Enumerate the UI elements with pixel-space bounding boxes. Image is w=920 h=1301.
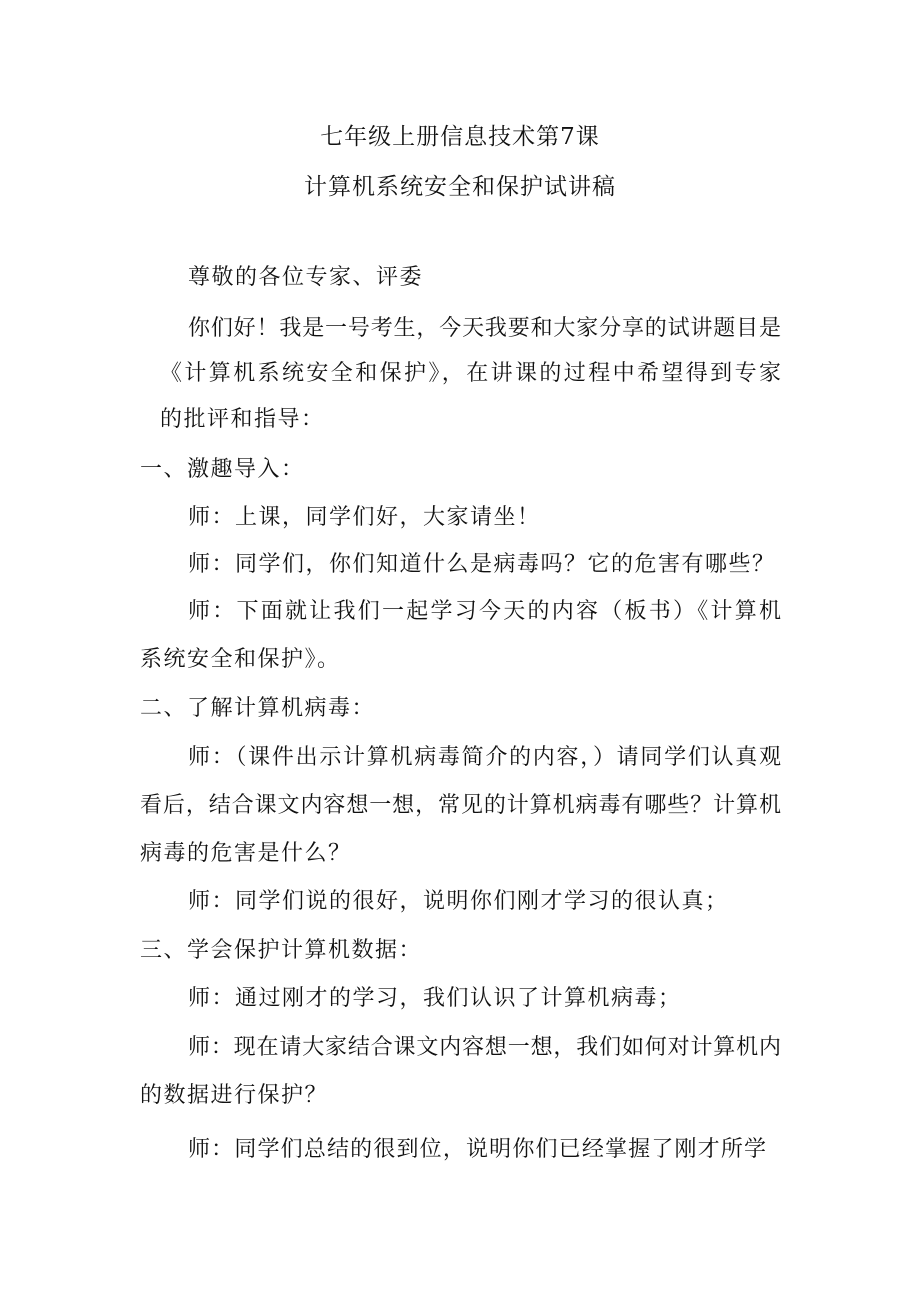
section2-paragraph-1-line-1: 师：（课件出示计算机病毒简介的内容，）请同学们认真观 <box>188 745 781 770</box>
section-heading-2: 二、了解计算机病毒： <box>140 696 376 721</box>
section3-paragraph-2-line-2: 的数据进行保护？ <box>140 1083 329 1108</box>
intro-line-2: 《计算机系统安全和保护》，在讲课的过程中希望得到专家 <box>160 361 781 386</box>
section3-paragraph-3: 师：同学们总结的很到位，说明你们已经掌握了刚才所学 <box>188 1137 766 1162</box>
section1-paragraph-3-line-2: 系统安全和保护》。 <box>140 647 341 672</box>
section3-paragraph-1: 师：通过刚才的学习，我们认识了计算机病毒； <box>188 986 682 1011</box>
document-title-line1: 七年级上册信息技术第7课 <box>320 124 600 150</box>
intro-line-1: 你们好！我是一号考生，今天我要和大家分享的试讲题目是 <box>188 316 781 341</box>
document-title-line2: 计算机系统安全和保护试讲稿 <box>304 174 616 200</box>
section2-paragraph-2: 师：同学们说的很好，说明你们刚才学习的很认真； <box>188 889 729 914</box>
section1-paragraph-1: 师：上课，同学们好，大家请坐！ <box>188 505 541 530</box>
section3-paragraph-2-line-1: 师：现在请大家结合课文内容想一想，我们如何对计算机内 <box>188 1035 781 1060</box>
section1-paragraph-3-line-1: 师：下面就让我们一起学习今天的内容（板书）《计算机 <box>188 599 781 624</box>
section2-paragraph-1-line-2: 看后，结合课文内容想一想，常见的计算机病毒有哪些？计算机 <box>140 793 781 818</box>
greeting: 尊敬的各位专家、评委 <box>188 265 424 290</box>
section2-paragraph-1-line-3: 病毒的危害是什么？ <box>140 841 352 866</box>
section1-paragraph-2: 师：同学们，你们知道什么是病毒吗？它的危害有哪些？ <box>188 552 776 577</box>
section-heading-1: 一、激趣导入： <box>140 457 305 482</box>
section-heading-3: 三、学会保护计算机数据： <box>140 938 423 963</box>
intro-line-3: 的批评和指导： <box>160 407 325 432</box>
